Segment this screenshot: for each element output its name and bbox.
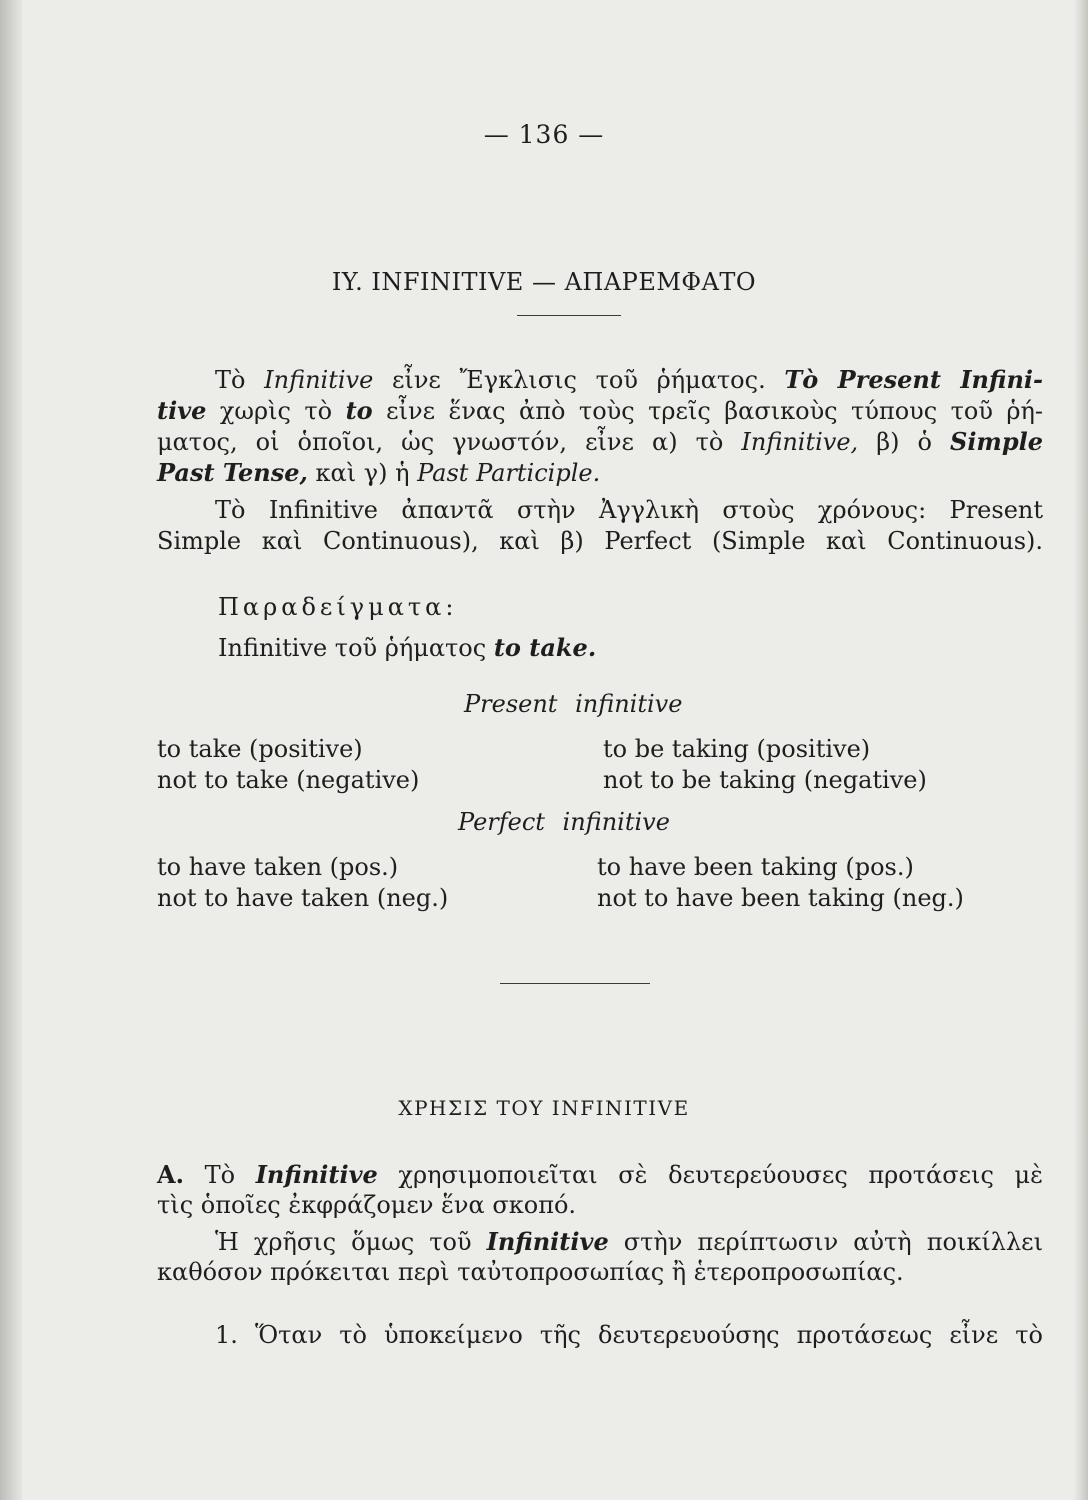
present-left-2: not to take (negative) [157,766,420,794]
uses-b-line-2: καθόσον πρόκειται περὶ ταὐτοπροσωπίας ἢ ἑτεροπροσωπίας. [157,1258,904,1286]
uses-b-line-1: Ἡ χρῆσις ὅμως τοῦ Infinitive στὴν περίπτωσιν αὐτὴ ποικίλλει [215,1227,1043,1256]
tenses-paragraph [157,495,1043,557]
intro-line-1: Τὸ Infinitive εἶνε Ἔγκλισις τοῦ ῥήματος. Τὸ Present Infini- [215,365,1043,394]
perfect-left-1: to have taken (pos.) [157,853,399,881]
heading-rule [517,315,621,316]
intro-paragraph [157,364,1043,488]
uses-paragraph-a [157,1159,1043,1221]
uses-a-line-2: τὶς ὁποῖες ἐκφράζομεν ἕνα σκοπό. [157,1191,577,1219]
tenses-line-1: Τὸ Infinitive ἀπαντᾶ στὴν Ἀγγλικὴ στοὺς χρόνους: Present [215,496,1043,524]
uses-heading: ΧΡΗΣΙΣ ΤΟΥ INFINITIVE [398,1096,690,1120]
intro-line-3: ματος, οἱ ὁποῖοι, ὡς γνωστόν, εἶνε α) τὸ Infinitive, β) ὁ Simple [157,427,1043,456]
uses-paragraph-b [157,1226,1043,1288]
uses-a-line-1: Α. Τὸ Infinitive χρησιμοποιεῖται σὲ δευτερεύουσες προτάσεις μὲ [157,1160,1043,1189]
perfect-right-2: not to have been taking (neg.) [597,884,964,912]
present-right-2: not to be taking (negative) [603,766,927,794]
page-edge-left [0,0,22,1500]
page-number: — 136 — [483,120,605,149]
example-verb-line: Infinitive τοῦ ῥήματος to take. [218,633,597,662]
perfect-infinitive-heading: Perfect infinitive [458,808,670,836]
page-edge-right [1074,0,1088,1500]
intro-line-4: Past Tense, καὶ γ) ἡ Past Participle. [157,458,601,487]
section-divider [500,983,650,984]
present-left-1: to take (positive) [157,735,363,763]
perfect-right-1: to have been taking (pos.) [597,853,914,881]
tenses-line-2: Simple καὶ Continuous), καὶ β) Perfect (Simple καὶ Continuous). [157,527,1043,555]
section-heading: IY. INFINITIVE — ΑΠΑΡΕΜΦΑΤΟ [331,268,757,296]
uses-c-line-1: 1. Ὅταν τὸ ὑποκείμενο τῆς δευτερευούσης προτάσεως εἶνε τὸ [215,1321,1043,1349]
perfect-left-2: not to have taken (neg.) [157,884,449,912]
present-right-1: to be taking (positive) [603,735,871,763]
present-infinitive-heading: Present infinitive [464,690,683,718]
examples-label: Παραδείγματα: [218,593,458,621]
intro-line-2: tive χωρὶς τὸ to εἶνε ἕνας ἀπὸ τοὺς τρεῖς βασικοὺς τύπους τοῦ ῥή- [157,396,1043,425]
uses-paragraph-c [157,1320,1043,1351]
